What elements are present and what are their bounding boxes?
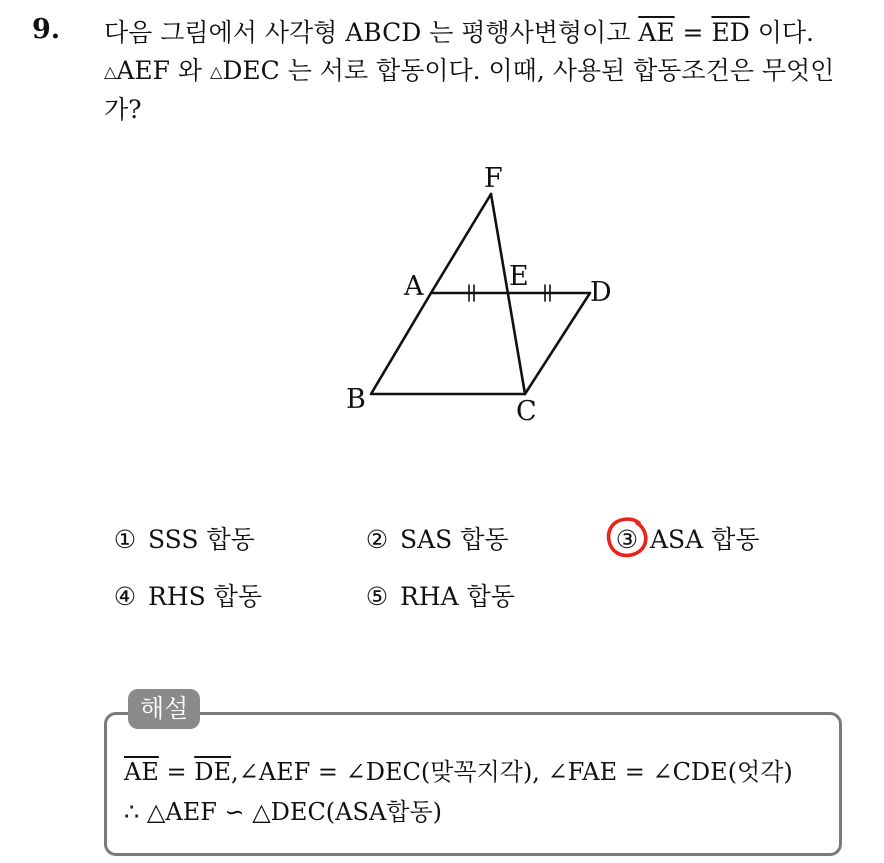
choice-number: ③: [615, 525, 639, 554]
equals-sign: =: [158, 758, 195, 786]
label-b: B: [346, 384, 366, 415]
choice-label: RHA 합동: [400, 582, 515, 611]
solution-line-1: [124, 752, 793, 792]
choice-2[interactable]: [362, 520, 509, 556]
question-number: 9.: [32, 14, 61, 45]
segment-ed: $\overline{ED}$: [711, 18, 750, 47]
choice-4[interactable]: [110, 577, 262, 613]
triangle-symbol: △: [210, 62, 223, 81]
answer-circle-mark: [604, 514, 650, 560]
choice-label: SSS 합동: [148, 525, 255, 554]
choice-5[interactable]: [362, 577, 515, 613]
choice-number: ④: [113, 582, 137, 611]
triangle-aef: AEF: [116, 56, 170, 85]
equals-sign: =: [674, 18, 712, 47]
choice-label: RHS 합동: [148, 582, 262, 611]
label-e: E: [509, 261, 529, 292]
solution-text: [124, 752, 793, 832]
solution-tag: 해설: [128, 689, 200, 729]
solution-text-part: ,∠AEF = ∠DEC(맞꼭지각), ∠FAE = ∠CDE(엇각): [231, 758, 793, 786]
choice-label: SAS 합동: [400, 525, 509, 554]
segment-ae: $\overline{AE}$: [638, 18, 675, 47]
segment-de: $\overline{DE}$: [194, 758, 231, 786]
question-text-part: 는 서로 합동이다. 이때, 사용된 합동조건은 무엇인: [279, 56, 835, 85]
question-text-part: 다음 그림에서 사각형 ABCD 는 평행사변형이고: [104, 18, 639, 47]
choice-1[interactable]: [110, 520, 255, 556]
label-d: D: [590, 277, 612, 308]
segment-af: [431, 194, 491, 293]
label-c: C: [516, 396, 537, 427]
choice-number: ⑤: [365, 582, 389, 611]
triangle-symbol: △: [104, 62, 117, 81]
parallelogram-abcd: [371, 293, 590, 394]
triangle-dec: DEC: [222, 56, 280, 85]
label-f: F: [484, 163, 503, 194]
solution-line-2: ∴ △AEF ∽ △DEC(ASA합동): [124, 798, 443, 826]
segment-ae: $\overline{AE}$: [124, 758, 159, 786]
choice-number: ②: [365, 525, 389, 554]
choice-number: ①: [113, 525, 137, 554]
choice-label: ASA 합동: [650, 525, 760, 554]
question-text-part: 와: [169, 56, 211, 85]
question-line-3: 가?: [104, 95, 142, 124]
label-a: A: [404, 271, 424, 302]
question-text-part: 이다.: [749, 18, 814, 47]
